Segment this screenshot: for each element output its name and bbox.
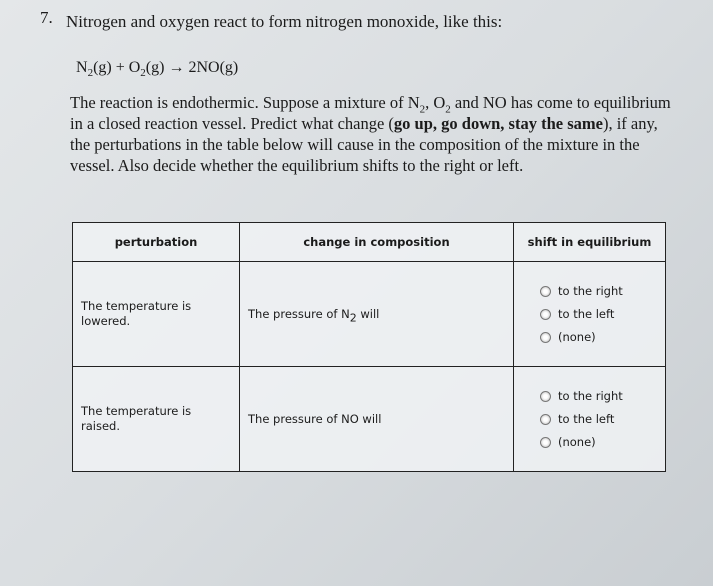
radio-none[interactable] xyxy=(540,330,657,345)
option-label: (none) xyxy=(558,434,596,449)
question-number: 7. xyxy=(40,8,53,27)
option-label: to the right xyxy=(558,283,623,298)
header-shift: shift in equilibrium xyxy=(514,223,666,262)
radio-none[interactable] xyxy=(540,435,657,450)
table-row xyxy=(73,262,666,367)
change-cell: The pressure of $N_2$ will xyxy=(240,262,514,367)
perturbation-table xyxy=(72,222,666,472)
radio-icon[interactable] xyxy=(540,286,551,297)
radio-right[interactable] xyxy=(540,284,657,299)
question-title: Nitrogen and oxygen react to form nitrogen monoxide, like this: xyxy=(66,12,503,31)
radio-icon[interactable] xyxy=(540,309,551,320)
radio-left[interactable] xyxy=(540,412,657,427)
question-paragraph: The reaction is endothermic. Suppose a mixture of $N_2$, $O_2$ and NO has come to equilibrium in a closed reaction vessel. Predict what change (go up, go down, stay the same), if any, the perturbations in the table below will cause in the composition of the mixture in the vessel. Also decide whether the equilibrium shifts to the right or left. xyxy=(70,93,671,175)
radio-icon[interactable] xyxy=(540,437,551,448)
shift-cell xyxy=(514,262,666,367)
radio-left[interactable] xyxy=(540,307,657,322)
radio-icon[interactable] xyxy=(540,391,551,402)
option-label: to the right xyxy=(558,388,623,403)
option-label: (none) xyxy=(558,329,596,344)
header-change: change in composition xyxy=(240,223,514,262)
radio-right[interactable] xyxy=(540,389,657,404)
radio-icon[interactable] xyxy=(540,414,551,425)
radio-icon[interactable] xyxy=(540,332,551,343)
shift-cell xyxy=(514,367,666,472)
perturbation-cell: The temperature is lowered. xyxy=(73,262,240,367)
perturbation-cell: The temperature is raised. xyxy=(73,367,240,472)
option-label: to the left xyxy=(558,306,615,321)
reaction-equation: $N_2(g) + O_2(g) \to 2NO(g)$ xyxy=(76,59,239,80)
table-header-row xyxy=(73,223,666,262)
table-row xyxy=(73,367,666,472)
header-perturbation: perturbation xyxy=(73,223,240,262)
change-cell: The pressure of NO will xyxy=(240,367,514,472)
option-label: to the left xyxy=(558,411,615,426)
